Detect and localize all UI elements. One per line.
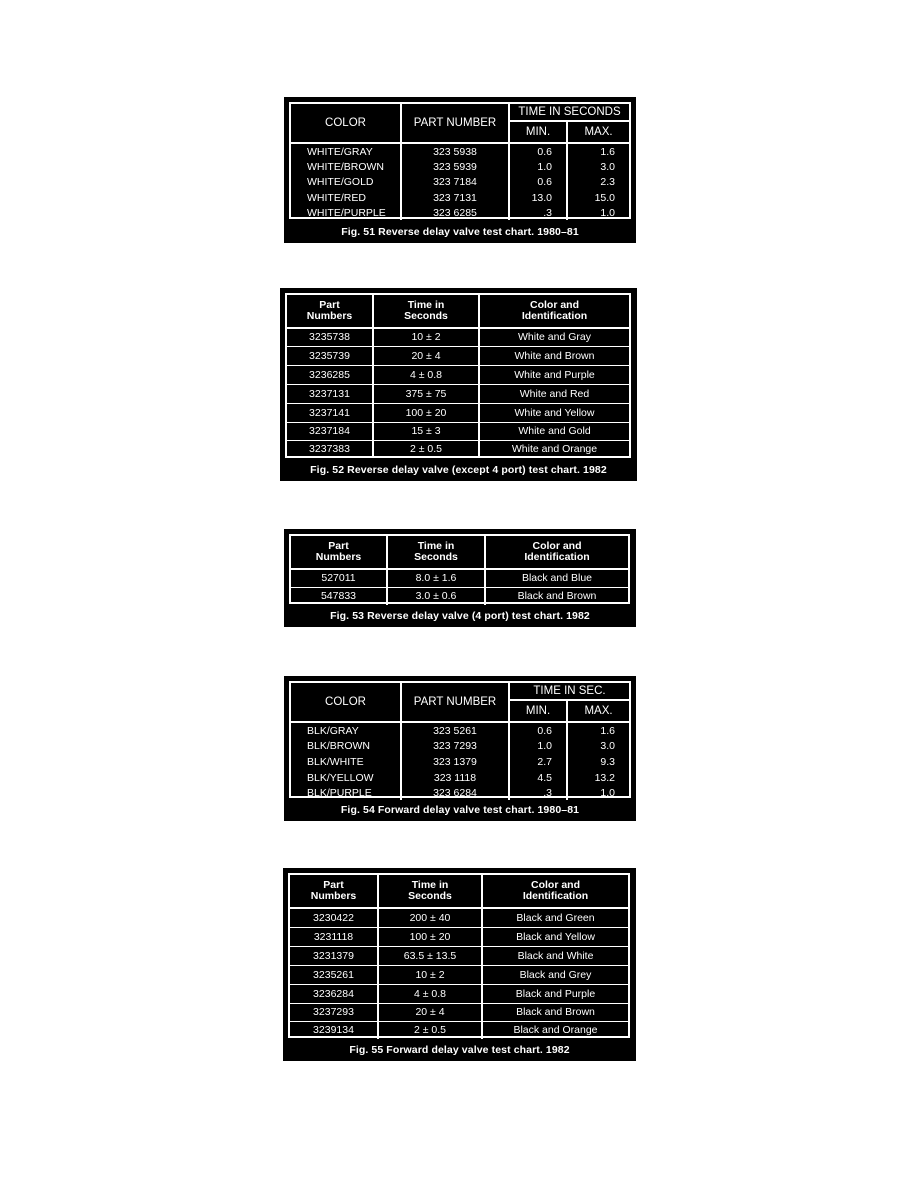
fig51-caption: Fig. 51 Reverse delay valve test chart. 1980–81 — [341, 226, 579, 238]
fig55-cell-time: 100 ± 20 — [378, 927, 482, 946]
fig55-cell-color: Black and Grey — [482, 965, 628, 984]
fig51-cell-part: 323 7184 — [401, 174, 509, 190]
fig54-cell-max: 3.0 — [600, 740, 616, 752]
fig54-cell-min: .3 — [509, 785, 567, 800]
fig54-cell-max: 1.6 — [600, 724, 616, 737]
fig54-cell-max: 13.2 — [594, 771, 616, 784]
fig53-chart — [284, 529, 636, 627]
fig53-header-color: Color and Identification — [485, 536, 628, 569]
fig52-cell-time: 10 ± 2 — [373, 328, 479, 346]
fig51-cell-max: 15.0 — [594, 191, 616, 204]
fig52-cell-time: 20 ± 4 — [373, 346, 479, 365]
fig53-cell-part: 547833 — [291, 587, 387, 605]
fig51-cell-min: 13.0 — [509, 190, 567, 205]
fig54-header-max: MAX. — [567, 700, 629, 722]
fig53-cell-time: 3.0 ± 0.6 — [387, 587, 485, 605]
fig51-cell-color: WHITE/RED — [291, 190, 401, 205]
fig54-cell-color: BLK/YELLOW — [291, 770, 401, 785]
fig55-header-time: Time in Seconds — [378, 875, 482, 908]
fig52-cell-color: White and Gray — [479, 328, 629, 346]
fig51-cell-part: 323 6285 — [401, 205, 509, 220]
fig51-cell-color: WHITE/BROWN — [291, 159, 401, 174]
fig55-cell-part: 3235261 — [290, 965, 378, 984]
fig55-table-frame — [288, 873, 630, 1038]
fig51-cell-min: .3 — [509, 205, 567, 220]
fig54-header-color: COLOR — [291, 683, 401, 722]
fig51-header-max: MAX. — [567, 121, 629, 143]
fig51-header-min: MIN. — [509, 121, 567, 143]
fig54-cell-part: 323 5261 — [401, 722, 509, 738]
fig55-cell-part: 3231379 — [290, 946, 378, 965]
fig55-cell-time: 4 ± 0.8 — [378, 984, 482, 1003]
fig53-header-time: Time in Seconds — [387, 536, 485, 569]
fig54-cell-min: 4.5 — [509, 770, 567, 785]
fig54-cell-min: 0.6 — [509, 722, 567, 738]
fig55-cell-time: 20 ± 4 — [378, 1003, 482, 1021]
fig52-cell-part: 3235739 — [287, 346, 373, 365]
fig55-cell-color: Black and Brown — [482, 1003, 628, 1021]
fig54-cell-part: 323 1379 — [401, 754, 509, 770]
fig54-chart — [284, 676, 636, 821]
fig54-cell-color: BLK/WHITE — [291, 754, 401, 770]
fig52-cell-time: 2 ± 0.5 — [373, 440, 479, 458]
fig53-cell-color: Black and Blue — [485, 569, 628, 587]
fig55-header-part: Part Numbers — [290, 875, 378, 908]
fig51-header-part: PART NUMBER — [401, 104, 509, 143]
fig51-cell-part: 323 5938 — [401, 143, 509, 159]
fig55-header-color: Color and Identification — [482, 875, 628, 908]
fig52-cell-time: 100 ± 20 — [373, 403, 479, 422]
fig55-table — [290, 875, 628, 1039]
fig52-table — [287, 295, 629, 458]
fig52-table-frame — [285, 293, 631, 458]
fig54-header-min: MIN. — [509, 700, 567, 722]
fig55-cell-part: 3230422 — [290, 908, 378, 927]
fig55-caption: Fig. 55 Forward delay valve test chart. 1982 — [349, 1044, 570, 1056]
fig54-table — [291, 683, 629, 800]
fig55-cell-part: 3237293 — [290, 1003, 378, 1021]
fig51-cell-part: 323 5939 — [401, 159, 509, 174]
fig54-cell-max: 1.0 — [600, 786, 616, 799]
fig52-cell-time: 375 ± 75 — [373, 384, 479, 403]
fig51-cell-part: 323 7131 — [401, 190, 509, 205]
fig52-header-time: Time in Seconds — [373, 295, 479, 328]
fig53-cell-part: 527011 — [291, 569, 387, 587]
fig54-cell-color: BLK/GRAY — [291, 722, 401, 738]
fig54-cell-part: 323 6284 — [401, 785, 509, 800]
fig55-chart — [283, 868, 636, 1061]
fig51-cell-max: 1.0 — [600, 206, 616, 219]
fig51-cell-color: WHITE/GRAY — [291, 143, 401, 159]
fig52-header-part: Part Numbers — [287, 295, 373, 328]
fig52-cell-part: 3237131 — [287, 384, 373, 403]
fig51-cell-color: WHITE/PURPLE — [291, 205, 401, 220]
fig55-cell-time: 200 ± 40 — [378, 908, 482, 927]
fig55-cell-color: Black and White — [482, 946, 628, 965]
fig54-cell-min: 2.7 — [509, 754, 567, 770]
fig53-caption: Fig. 53 Reverse delay valve (4 port) test chart. 1982 — [330, 610, 590, 622]
fig54-cell-max: 9.3 — [600, 756, 616, 768]
fig55-cell-time: 10 ± 2 — [378, 965, 482, 984]
fig53-cell-color: Black and Brown — [517, 590, 597, 603]
fig54-header-part: PART NUMBER — [401, 683, 509, 722]
fig52-cell-part: 3237383 — [287, 440, 373, 458]
fig55-cell-time: 63.5 ± 13.5 — [378, 946, 482, 965]
fig54-cell-part: 323 7293 — [401, 738, 509, 754]
fig51-header-color: COLOR — [291, 104, 401, 143]
fig55-cell-color: Black and Green — [482, 908, 628, 927]
fig52-cell-time: 4 ± 0.8 — [373, 365, 479, 384]
fig55-cell-color: Black and Yellow — [482, 927, 628, 946]
fig51-table-frame — [289, 102, 631, 219]
fig52-cell-color: White and Purple — [479, 365, 629, 384]
fig55-cell-part: 3239134 — [290, 1021, 378, 1039]
fig55-cell-part: 3236284 — [290, 984, 378, 1003]
fig52-cell-time: 15 ± 3 — [373, 422, 479, 440]
fig54-cell-color: BLK/PURPLE — [291, 785, 401, 800]
fig51-cell-min: 0.6 — [509, 143, 567, 159]
fig55-cell-color: Black and Orange — [513, 1024, 598, 1037]
fig52-caption: Fig. 52 Reverse delay valve (except 4 port) test chart. 1982 — [310, 464, 607, 476]
fig51-header-time: TIME IN SECONDS — [509, 104, 629, 121]
fig51-cell-max: 1.6 — [600, 145, 616, 158]
fig51-cell-color: WHITE/GOLD — [291, 174, 401, 190]
fig51-chart — [284, 97, 636, 243]
fig52-cell-color: White and Gold — [479, 422, 629, 440]
fig52-cell-color: White and Brown — [479, 346, 629, 365]
fig54-cell-color: BLK/BROWN — [291, 738, 401, 754]
fig54-header-time: TIME IN SEC. — [509, 683, 629, 700]
fig55-cell-color: Black and Purple — [482, 984, 628, 1003]
fig53-table — [291, 536, 628, 605]
fig51-cell-max: 2.3 — [600, 176, 616, 188]
fig51-table — [291, 104, 629, 220]
fig54-table-frame — [289, 681, 631, 798]
fig53-table-frame — [289, 534, 630, 604]
fig52-cell-part: 3237184 — [287, 422, 373, 440]
fig54-caption: Fig. 54 Forward delay valve test chart. 1980–81 — [340, 804, 580, 816]
fig53-cell-time: 8.0 ± 1.6 — [387, 569, 485, 587]
fig55-cell-time: 2 ± 0.5 — [378, 1021, 482, 1039]
fig52-chart — [280, 288, 637, 481]
fig52-cell-part: 3236285 — [287, 365, 373, 384]
fig52-header-color: Color and Identification — [479, 295, 629, 328]
fig53-header-part: Part Numbers — [291, 536, 387, 569]
fig52-cell-color: White and Orange — [511, 443, 598, 456]
fig52-cell-color: White and Red — [479, 384, 629, 403]
fig51-cell-min: 1.0 — [509, 159, 567, 174]
fig52-cell-color: White and Yellow — [479, 403, 629, 422]
fig52-cell-part: 3235738 — [287, 328, 373, 346]
fig54-cell-min: 1.0 — [509, 738, 567, 754]
fig54-cell-part: 323 1118 — [401, 770, 509, 785]
fig52-cell-part: 3237141 — [287, 403, 373, 422]
fig51-cell-max: 3.0 — [600, 160, 616, 173]
fig55-cell-part: 3231118 — [290, 927, 378, 946]
fig51-cell-min: 0.6 — [509, 174, 567, 190]
